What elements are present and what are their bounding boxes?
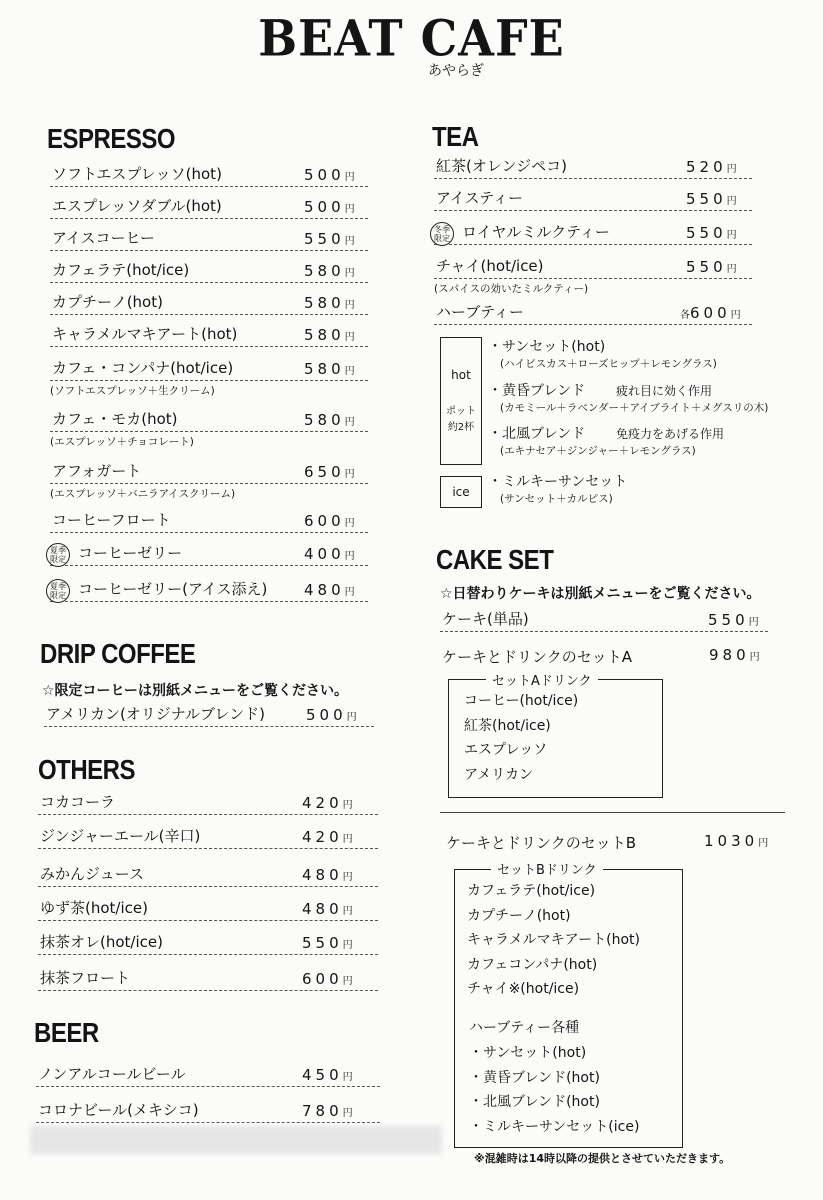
herb-note: (サンセット＋カルピス) [500,493,613,505]
menu-item [50,160,368,187]
limited-badge: 夏季限定 [46,579,70,603]
menu-item-name: ジンジャーエール(辛口) [40,827,201,845]
menu-item-name: キャラメルマキアート(hot) [52,325,238,343]
menu-item [50,575,368,602]
herb-note: (エキナセア＋ジンジャー＋レモングラス) [500,445,696,457]
menu-item-name: ソフトエスプレッソ(hot) [52,165,222,183]
blurred-row [30,1126,442,1154]
menu-item-name: アフォガート [52,462,142,480]
herb-tea-price: 各600円 [680,304,741,322]
section-title-drip: DRIP COFFEE [40,639,196,671]
menu-item [38,964,378,991]
herb-name: ・ミルキーサンセット [488,474,628,490]
herb-effect: 疲れ目に効く作用 [616,384,713,398]
set-b-drinks [467,879,640,1002]
menu-item [38,894,378,921]
limited-badge: 冬季限定 [430,222,454,246]
menu-item-price: 650円 [304,463,355,481]
menu-item [434,152,752,179]
menu-item-name: ゆず茶(hot/ice) [40,899,148,917]
menu-item-price: 480円 [302,866,353,884]
menu-item-name: ノンアルコールビール [38,1065,186,1083]
menu-item-price: 480円 [304,581,355,599]
herb-name: ・北風ブレンド [488,426,586,442]
cups-label: 約2杯 [447,422,475,433]
menu-item-price: 550円 [686,224,737,242]
menu-item-note: (スパイスの効いたミルクティー) [434,283,589,295]
drip-note: ☆限定コーヒーは別紙メニューをご覧ください。 [42,683,348,699]
herb-tea-row [434,298,752,325]
menu-item-name: 抹茶オレ(hot/ice) [40,933,163,951]
set-b-herb-title: ハーブティー各種 [469,1020,580,1036]
set-b-name: ケーキとドリンクのセットB [446,834,636,852]
menu-item-name: エスプレッソダブル(hot) [52,197,222,215]
menu-item-name: コロナビール(メキシコ) [38,1101,199,1119]
menu-item-price: 550円 [302,934,353,952]
section-title-espresso: ESPRESSO [47,124,176,156]
menu-item [38,788,378,815]
menu-item [434,252,752,279]
menu-item [50,539,368,566]
set-drink-item: ・北風ブレンド(hot) [469,1094,600,1110]
menu-item-price: 450円 [302,1066,353,1084]
set-drink-item: エスプレッソ [464,742,548,758]
cake-single-row [440,605,768,632]
herb-effect: 免疫力をあげる作用 [616,427,725,441]
cake-note: ☆日替わりケーキは別紙メニューをご覧ください。 [440,586,761,602]
set-a-name: ケーキとドリンクのセットA [442,648,632,666]
set-drink-item: ・黄昏ブレンド(hot) [469,1069,600,1086]
menu-item-price: 550円 [304,230,355,248]
menu-item-name: ロイヤルミルクティー [462,223,610,241]
menu-item-name: コーヒーゼリー [78,544,183,562]
set-a-caption: セットAドリンク [486,670,598,689]
ice-box [440,476,482,508]
menu-item-price: 420円 [302,794,353,812]
footer-note: ※混雑時は14時以降の提供とさせていただきます。 [474,1152,731,1165]
set-a-box [448,679,663,798]
menu-item [50,354,368,381]
herb-note: (ハイビスカス＋ローズヒップ＋レモングラス) [500,358,717,370]
set-drink-item: 紅茶(hot/ice) [464,717,551,734]
menu-item-note: (ソフトエスプレッソ＋生クリーム) [50,385,215,397]
set-drink-item: カフェコンパナ(hot) [467,956,598,973]
menu-item [434,184,752,211]
menu-item-price: 550円 [686,190,737,208]
menu-item-name: 紅茶(オレンジペコ) [436,157,567,175]
set-a-price: 980円 [709,646,760,664]
herb-name: ・サンセット(hot) [488,339,606,355]
menu-item [36,1060,380,1087]
menu-item-name: カフェラテ(hot/ice) [52,261,190,279]
menu-item [50,192,368,219]
set-a-drinks [464,689,578,787]
menu-item-price: 580円 [304,411,355,429]
menu-item-price: 780円 [302,1102,353,1120]
menu-item-note: (エスプレッソ＋チョコレート) [50,436,194,448]
menu-item-price: 400円 [304,545,355,563]
section-title-tea: TEA [432,122,479,154]
menu-item [38,860,378,887]
menu-item [38,928,378,955]
set-b-herbs [469,1041,639,1139]
menu-item-note: (エスプレッソ＋バニラアイスクリーム) [50,488,236,500]
set-drink-item: アメリカン [464,766,534,783]
set-drink-item: ・ミルキーサンセット(ice) [469,1118,640,1135]
menu-item-price: 580円 [304,294,355,312]
menu-item-price: 480円 [302,900,353,918]
menu-item-name: カプチーノ(hot) [52,293,163,311]
section-title-cake: CAKE SET [436,545,554,577]
menu-item [44,700,374,727]
menu-item [434,218,752,245]
section-title-beer: BEER [34,1018,99,1050]
set-b-box [454,869,683,1148]
menu-item-name: 抹茶フロート [40,969,131,987]
set-drink-item: チャイ※(hot/ice) [467,981,580,997]
limited-badge: 夏季限定 [46,543,70,567]
herb-note: (カモミール＋ラベンダー＋アイブライト＋メグスリの木) [500,402,769,414]
menu-item-name: コカコーラ [40,793,116,811]
hot-label: hot [451,368,471,382]
menu-item [50,256,368,283]
menu-item [50,457,368,484]
menu-item-name: チャイ(hot/ice) [436,257,544,275]
set-drink-item: キャラメルマキアート(hot) [467,932,641,948]
ice-label: ice [452,485,470,499]
menu-item-name: アイスティー [436,189,524,207]
brand-subtitle: あやらぎ [428,63,484,79]
menu-item-price: 520円 [686,158,737,176]
menu-item-price: 580円 [304,262,355,280]
herb-tea-name: ハーブティー [436,303,525,321]
menu-item-name: コーヒーゼリー(アイス添え) [78,580,268,598]
brand-header [0,10,823,66]
set-drink-item: カフェラテ(hot/ice) [467,883,596,899]
hot-box [440,337,482,465]
menu-item-price: 420円 [302,828,353,846]
cake-single-name: ケーキ(単品) [442,610,529,628]
menu-item [50,320,368,347]
set-drink-item: コーヒー(hot/ice) [464,693,579,709]
menu-item-price: 500円 [304,166,355,184]
menu-item-name: コーヒーフロート [52,511,171,529]
menu-item [50,506,368,533]
brand-title: BEAT CAFE [258,8,565,68]
set-drink-item: ・サンセット(hot) [469,1045,587,1061]
menu-item-price: 600円 [304,512,355,530]
menu-item [36,1096,380,1123]
menu-item-price: 500円 [304,198,355,216]
menu-item [50,224,368,251]
menu-item-price: 580円 [304,326,355,344]
set-divider [440,812,785,813]
menu-item-name: アメリカン(オリジナルブレンド) [46,705,265,723]
menu-item [50,405,368,432]
menu-item-name: カフェ・コンパナ(hot/ice) [52,359,234,377]
menu-item-price: 600円 [302,970,353,988]
menu-item [38,822,378,849]
menu-item-price: 500円 [306,706,357,724]
section-title-others: OTHERS [38,755,136,787]
menu-item-price: 550円 [686,258,737,276]
menu-item-name: アイスコーヒー [52,229,155,247]
set-drink-item: カプチーノ(hot) [467,907,571,924]
pot-label: ポット [446,406,476,417]
menu-item-price: 580円 [304,360,355,378]
set-b-caption: セットBドリンク [491,859,603,878]
menu-item-name: みかんジュース [40,865,144,883]
cake-single-price: 550円 [708,611,759,629]
herb-name: ・黄昏ブレンド [488,383,586,399]
set-b-price: 1030円 [704,832,769,850]
menu-item-name: カフェ・モカ(hot) [52,410,178,428]
menu-item [50,288,368,315]
